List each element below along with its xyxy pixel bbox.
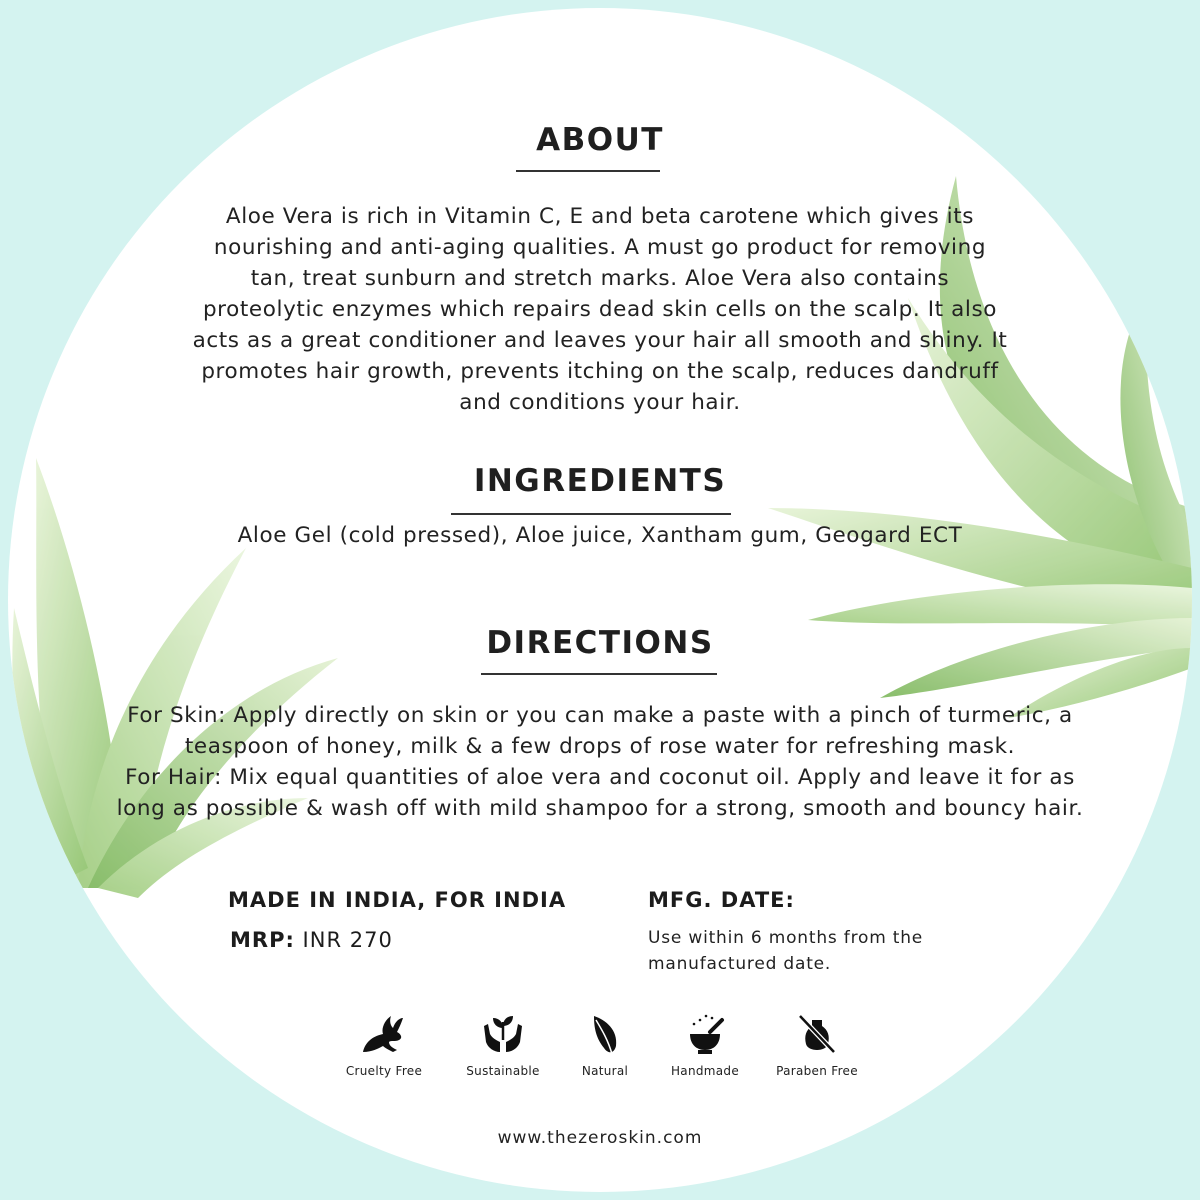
mrp-value: INR 270 <box>302 928 393 952</box>
about-line: promotes hair growth, prevents itching on the scalp, reduces dandruff <box>201 359 999 384</box>
directions-line: For Hair: Mix equal quantities of aloe vera and coconut oil. Apply and leave it for as <box>125 765 1075 790</box>
directions-line: teaspoon of honey, milk & a few drops of rose water for refreshing mask. <box>184 734 1016 759</box>
ingredients-heading-rule <box>451 513 731 515</box>
website-url: www.thezeroskin.com <box>497 1128 703 1148</box>
directions-line: For Skin: Apply directly on skin or you can make a paste with a pinch of turmeric, a <box>127 703 1073 728</box>
hands-plant-icon <box>478 1012 528 1056</box>
ingredients-text: Aloe Gel (cold pressed), Aloe juice, Xantham gum, Geogard ECT <box>237 523 963 548</box>
rabbit-icon <box>359 1012 409 1056</box>
badge-natural: Natural <box>545 1012 665 1078</box>
about-heading-rule <box>516 170 660 172</box>
about-line: proteolytic enzymes which repairs dead skin cells on the scalp. It also <box>202 297 998 322</box>
badge-cruelty-free: Cruelty Free <box>324 1012 444 1078</box>
made-in-india: MADE IN INDIA, FOR INDIA <box>228 888 567 912</box>
leaf-icon <box>580 1012 630 1056</box>
badge-paraben-free: Paraben Free <box>757 1012 877 1078</box>
about-line: and conditions your hair. <box>459 390 741 415</box>
directions-heading-rule <box>481 673 717 675</box>
mortar-pestle-icon <box>680 1012 730 1056</box>
directions-line: long as possible & wash off with mild shampoo for a strong, smooth and bouncy hair. <box>116 796 1084 821</box>
badge-handmade: Handmade <box>645 1012 765 1078</box>
badge-sustainable: Sustainable <box>443 1012 563 1078</box>
mfg-date-title: MFG. DATE: <box>648 888 795 912</box>
about-line: acts as a great conditioner and leaves your hair all smooth and shiny. It <box>192 328 1008 353</box>
directions-heading: DIRECTIONS <box>486 625 714 661</box>
no-paraben-icon <box>792 1012 842 1056</box>
mrp <box>230 928 393 952</box>
about-line: nourishing and anti-aging qualities. A must go product for removing <box>213 235 987 260</box>
directions-text <box>20 700 1180 824</box>
mrp-label: MRP: <box>230 928 295 952</box>
mfg-date-text: Use within 6 months from the manufactured date. <box>648 928 924 974</box>
about-line: tan, treat sunburn and stretch marks. Aloe Vera also contains <box>250 266 950 291</box>
about-heading: ABOUT <box>536 122 664 158</box>
about-text <box>40 201 1160 418</box>
about-line: Aloe Vera is rich in Vitamin C, E and beta carotene which gives its <box>225 204 975 229</box>
ingredients-heading: INGREDIENTS <box>473 463 727 499</box>
